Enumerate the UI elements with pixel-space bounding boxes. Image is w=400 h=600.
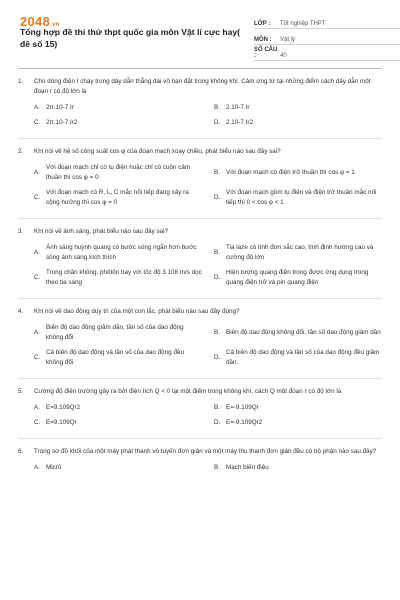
question-5 xyxy=(18,387,382,433)
answer-option-c[interactable] xyxy=(34,418,202,428)
option-letter: B. xyxy=(214,329,220,336)
option-text: E=9.109Qr xyxy=(46,419,77,426)
answer-option-b[interactable] xyxy=(214,323,382,343)
question-number: 4. xyxy=(18,308,24,315)
question-text xyxy=(18,447,382,457)
option-text: Với đoạn mạch có R, L, C mắc nối tiếp đang xảy ra cộng hưởng thì cos φ = 0 xyxy=(46,189,189,206)
answer-option-d[interactable] xyxy=(214,188,382,208)
question-divider xyxy=(18,298,382,299)
question-2 xyxy=(18,147,382,213)
option-letter: A. xyxy=(34,169,40,176)
question-divider xyxy=(18,378,382,379)
option-text: 2π.10-7.Ir2 xyxy=(46,119,78,126)
option-letter: D. xyxy=(214,119,221,126)
question-number: 6. xyxy=(18,448,24,455)
question-prompt: Cường độ điện trường gây ra bởi điện tích Q < 0 tại một điểm trong không khí, cách Q một đoạn r có độ lớn là xyxy=(34,388,342,395)
option-letter: A. xyxy=(34,329,40,336)
option-text: Cả biên độ dao động và tần số của dao động đều không đổi xyxy=(46,349,184,366)
option-letter: A. xyxy=(34,104,40,111)
question-1 xyxy=(18,77,382,133)
page-title: Tổng hợp đề thi thử thpt quốc gia môn Vật lí cực hay( đề số 15) xyxy=(20,27,241,49)
option-text: 2.10-7.Ir2 xyxy=(226,119,253,126)
option-text: 2π.10-7.Ir xyxy=(46,104,74,111)
answer-option-c[interactable] xyxy=(34,118,202,128)
option-letter: C. xyxy=(34,419,41,426)
option-text: Biên độ dao động không đổi, tần số dao động giảm dần xyxy=(226,329,381,336)
option-text: E=-9.109Qr2 xyxy=(226,419,263,426)
option-letter: B. xyxy=(214,404,220,411)
option-letter: B. xyxy=(214,464,220,471)
question-number: 1. xyxy=(18,78,24,85)
option-list xyxy=(34,103,382,133)
option-list xyxy=(34,323,382,373)
option-letter: C. xyxy=(34,274,41,281)
option-letter: A. xyxy=(34,249,40,256)
answer-option-c[interactable] xyxy=(34,268,202,288)
question-6 xyxy=(18,447,382,478)
option-letter: A. xyxy=(34,404,40,411)
option-text: 2.10-7.Ir xyxy=(226,104,250,111)
option-letter: A. xyxy=(34,464,40,471)
meta-row-count: SỐ CÂU : 40 xyxy=(254,47,400,61)
answer-option-b[interactable] xyxy=(214,463,382,473)
question-prompt: Khi nói về hệ số công suất cos φ của đoạn mạch xoay chiều, phát biểu nào sau đây sai? xyxy=(34,148,281,155)
option-letter: C. xyxy=(34,119,41,126)
question-3 xyxy=(18,227,382,293)
answer-option-b[interactable] xyxy=(214,103,382,113)
question-divider xyxy=(18,438,382,439)
question-divider xyxy=(18,218,382,219)
option-list xyxy=(34,163,382,213)
meta-row-subject: MÔN : Vật lý xyxy=(254,31,400,45)
option-letter: B. xyxy=(214,104,220,111)
option-text: Hiện tượng quang điện trong được ứng dụng trong quang điện trở và pin quang điện xyxy=(226,269,369,286)
option-text: Biên độ dao động giảm dần, tần số của dao động không đổi xyxy=(46,324,184,341)
answer-option-d[interactable] xyxy=(214,348,382,368)
answer-option-b[interactable] xyxy=(214,243,382,263)
question-divider xyxy=(18,138,382,139)
header xyxy=(18,0,382,68)
option-list xyxy=(34,403,382,433)
option-list xyxy=(34,463,382,478)
option-text: Tia laze có tính đơn sắc cao, tính định hướng cao và cường độ lớn xyxy=(226,244,374,261)
option-text: E=-9.109Qr xyxy=(226,404,259,411)
answer-option-a[interactable] xyxy=(34,163,202,183)
question-text xyxy=(18,77,382,97)
option-text: E=9.109Qr2 xyxy=(46,404,81,411)
question-text xyxy=(18,387,382,397)
answer-option-d[interactable] xyxy=(214,268,382,288)
question-prompt: Khi nói về ánh sáng, phát biểu nào sau đây sai? xyxy=(34,228,169,235)
answer-option-b[interactable] xyxy=(214,403,382,413)
answer-option-a[interactable] xyxy=(34,323,202,343)
option-letter: D. xyxy=(214,274,221,281)
option-text: Cả biên độ dao động và tần số của dao động đều giảm dần. xyxy=(226,349,380,366)
answer-option-a[interactable] xyxy=(34,463,202,473)
option-text: Với đoạn mạch chỉ có tụ điện hoặc chỉ có cuộn cảm thuần thì cos φ = 0 xyxy=(46,164,191,181)
question-text xyxy=(18,147,382,157)
question-prompt: Trong sơ đồ khối của một máy phát thanh vô tuyến đơn giản và một máy thu thanh đơn giản đều có bộ phận nào sau đây? xyxy=(34,448,377,455)
option-text: Ánh sáng huỳnh quang có bước sóng ngắn hơn bước sóng ánh sáng kích thích xyxy=(46,244,197,261)
meta-row-class: LỚP : Tốt nghiệp THPT xyxy=(254,15,400,29)
option-text: Trong chân không, phôtôn bay với tốc độ 3.108 m/s dọc theo tia sáng xyxy=(46,269,202,286)
question-prompt: Khi nói về dao động duy trì của một con lắc, phát biểu nào sau đây đúng? xyxy=(34,308,240,315)
question-prompt: Cho dòng điện I chạy trong dây dẫn thẳng dài vô hạn đặt trong không khí. Cảm ứng từ tại những điểm cách dây dẫn một đoạn r có độ lớn là xyxy=(34,78,371,95)
option-letter: B. xyxy=(214,249,220,256)
option-letter: B. xyxy=(214,169,220,176)
option-letter: D. xyxy=(214,419,221,426)
answer-option-d[interactable] xyxy=(214,418,382,428)
question-4 xyxy=(18,307,382,373)
option-letter: D. xyxy=(214,194,221,201)
answer-option-d[interactable] xyxy=(214,118,382,128)
question-list xyxy=(18,77,382,478)
answer-option-c[interactable] xyxy=(34,348,202,368)
answer-option-b[interactable] xyxy=(214,163,382,183)
answer-option-a[interactable] xyxy=(34,103,202,113)
question-number: 2. xyxy=(18,148,24,155)
meta-info xyxy=(254,15,400,63)
question-text xyxy=(18,307,382,317)
question-number: 5. xyxy=(18,388,24,395)
site-logo[interactable]: 2048.vn xyxy=(20,14,60,29)
answer-option-a[interactable] xyxy=(34,403,202,413)
question-text xyxy=(18,227,382,237)
option-letter: D. xyxy=(214,354,221,361)
option-text: Micrô xyxy=(46,464,62,471)
option-letter: C. xyxy=(34,194,41,201)
header-divider xyxy=(18,68,382,69)
option-text: Mạch biến điệu xyxy=(226,464,269,471)
option-list xyxy=(34,243,382,293)
question-number: 3. xyxy=(18,228,24,235)
option-text: Với đoạn mạch có điện trở thuần thì cos φ = 1 xyxy=(226,169,355,176)
option-text: Với đoạn mạch gồm tụ điện và điện trở thuần mắc nối tiếp thì 0 < cos φ < 1 xyxy=(226,189,377,206)
answer-option-c[interactable] xyxy=(34,188,202,208)
answer-option-a[interactable] xyxy=(34,243,202,263)
option-letter: C. xyxy=(34,354,41,361)
